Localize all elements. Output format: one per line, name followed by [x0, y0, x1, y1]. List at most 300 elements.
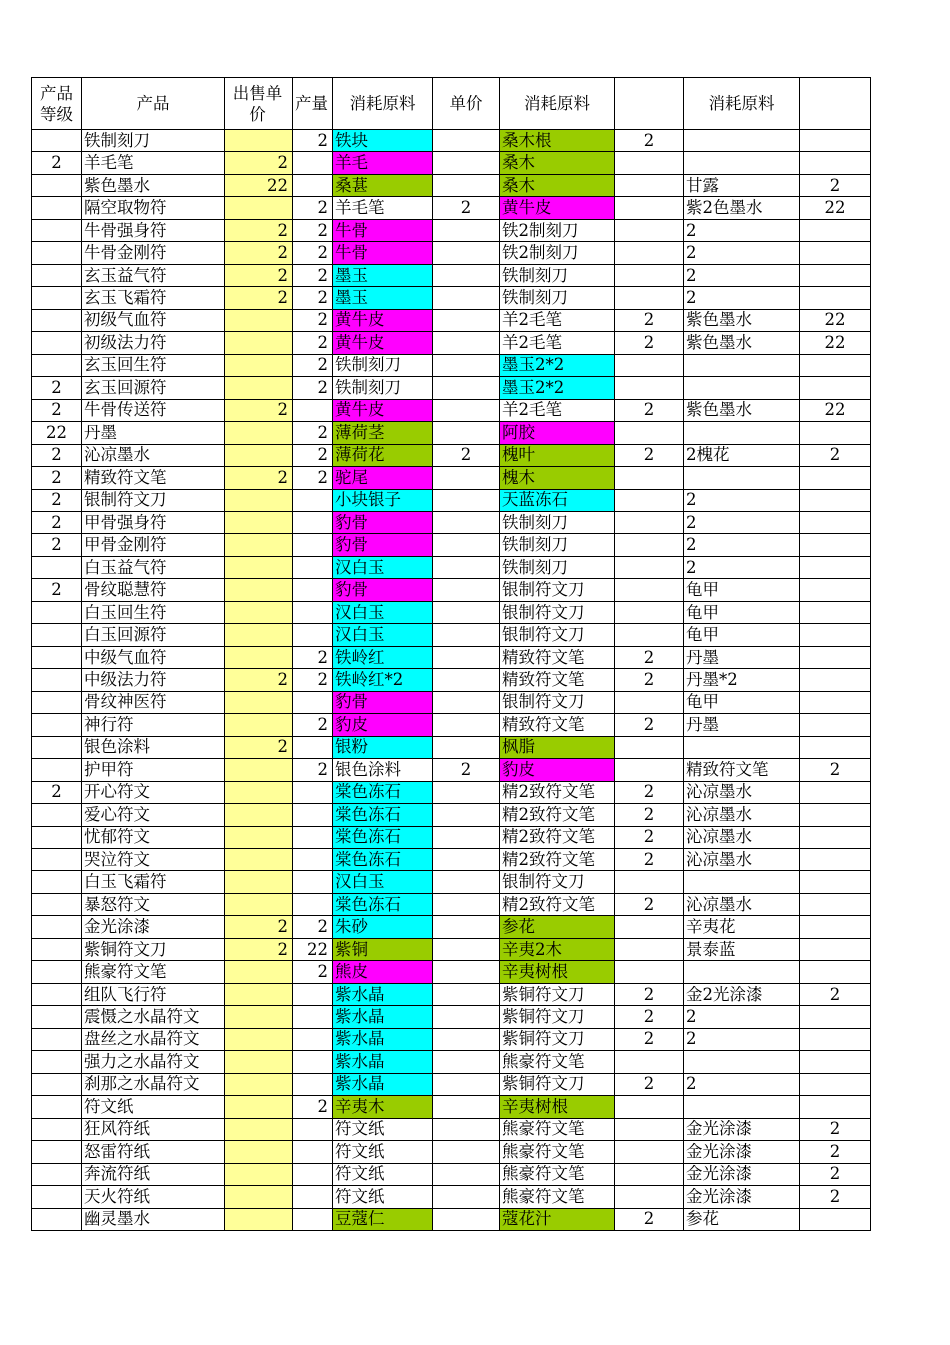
cell-material-3: 沁凉墨水 [684, 893, 800, 915]
cell-material-3 [684, 1096, 800, 1118]
cell-qty-2 [615, 489, 684, 511]
cell-grade [32, 714, 82, 736]
cell-material-2: 羊2毛笔 [500, 309, 615, 331]
cell-material-2: 辛夷2木 [500, 938, 615, 960]
cell-material-2: 辛夷树根 [500, 961, 615, 983]
cell-grade [32, 871, 82, 893]
cell-product: 幽灵墨水 [82, 1208, 225, 1230]
cell-qty-3 [800, 579, 871, 601]
cell-output [293, 1141, 333, 1163]
cell-output [293, 983, 333, 1005]
cell-price [225, 601, 293, 623]
cell-grade [32, 264, 82, 286]
cell-material-2: 桑木根 [500, 130, 615, 152]
cell-material-1: 棠色冻石 [333, 849, 433, 871]
cell-qty-3 [800, 601, 871, 623]
cell-product: 怒雷符纸 [82, 1141, 225, 1163]
cell-output: 2 [293, 422, 333, 444]
cell-output: 22 [293, 938, 333, 960]
cell-material-3: 2 [684, 489, 800, 511]
cell-material-3: 2 [684, 219, 800, 241]
cell-material-1: 桑葚 [333, 174, 433, 196]
cell-price: 22 [225, 174, 293, 196]
cell-price [225, 804, 293, 826]
cell-qty-3: 22 [800, 309, 871, 331]
cell-qty-3 [800, 489, 871, 511]
table-row [32, 804, 871, 826]
cell-qty-2: 2 [615, 849, 684, 871]
cell-material-2: 紫铜符文刀 [500, 1073, 615, 1095]
cell-output [293, 1051, 333, 1073]
cell-grade [32, 624, 82, 646]
cell-grade [32, 691, 82, 713]
cell-material-1: 银色涂料 [333, 759, 433, 781]
cell-material-3 [684, 1051, 800, 1073]
cell-product: 护甲符 [82, 759, 225, 781]
cell-material-1: 薄荷茎 [333, 422, 433, 444]
cell-product: 神行符 [82, 714, 225, 736]
cell-qty-2 [615, 1186, 684, 1208]
cell-unit-price [433, 871, 500, 893]
table-row [32, 1028, 871, 1050]
cell-output [293, 871, 333, 893]
cell-unit-price [433, 1096, 500, 1118]
cell-unit-price: 2 [433, 759, 500, 781]
cell-qty-3 [800, 646, 871, 668]
cell-material-1: 紫水晶 [333, 1028, 433, 1050]
table-row [32, 938, 871, 960]
cell-price: 2 [225, 152, 293, 174]
cell-material-3: 沁凉墨水 [684, 781, 800, 803]
cell-grade [32, 130, 82, 152]
cell-qty-2: 2 [615, 714, 684, 736]
cell-material-2: 铁制刻刀 [500, 556, 615, 578]
cell-price [225, 422, 293, 444]
cell-qty-3: 22 [800, 399, 871, 421]
cell-qty-2: 2 [615, 646, 684, 668]
cell-price [225, 961, 293, 983]
cell-product: 骨纹神医符 [82, 691, 225, 713]
table-row [32, 422, 871, 444]
cell-material-3: 龟甲 [684, 601, 800, 623]
cell-product: 金光涂漆 [82, 916, 225, 938]
cell-grade [32, 804, 82, 826]
cell-product: 牛骨传送符 [82, 399, 225, 421]
cell-price: 2 [225, 736, 293, 758]
cell-qty-2 [615, 1118, 684, 1140]
cell-unit-price [433, 309, 500, 331]
cell-qty-2 [615, 601, 684, 623]
cell-price [225, 444, 293, 466]
table-row [32, 354, 871, 376]
cell-output: 2 [293, 197, 333, 219]
cell-product: 铁制刻刀 [82, 130, 225, 152]
cell-output [293, 534, 333, 556]
cell-material-1: 黄牛皮 [333, 309, 433, 331]
cell-material-1: 豆蔻仁 [333, 1208, 433, 1230]
cell-material-1: 银粉 [333, 736, 433, 758]
cell-material-1: 紫水晶 [333, 983, 433, 1005]
cell-material-1: 汉白玉 [333, 556, 433, 578]
cell-output [293, 174, 333, 196]
cell-unit-price [433, 916, 500, 938]
cell-output [293, 624, 333, 646]
cell-grade: 2 [32, 152, 82, 174]
table-row [32, 174, 871, 196]
cell-material-2: 天蓝冻石 [500, 489, 615, 511]
table-row [32, 467, 871, 489]
cell-unit-price [433, 804, 500, 826]
cell-output: 2 [293, 916, 333, 938]
cell-qty-3 [800, 1208, 871, 1230]
cell-material-1: 牛骨 [333, 219, 433, 241]
cell-qty-3 [800, 624, 871, 646]
cell-material-2: 羊2毛笔 [500, 399, 615, 421]
cell-qty-2 [615, 961, 684, 983]
cell-qty-3 [800, 804, 871, 826]
cell-material-1: 驼尾 [333, 467, 433, 489]
cell-price: 2 [225, 242, 293, 264]
table-row [32, 242, 871, 264]
header-cell-price: 出售单价 [225, 78, 293, 130]
cell-material-2: 银制符文刀 [500, 579, 615, 601]
cell-output [293, 826, 333, 848]
cell-qty-2 [615, 511, 684, 533]
cell-price [225, 893, 293, 915]
cell-qty-3: 2 [800, 444, 871, 466]
cell-output [293, 1118, 333, 1140]
cell-output [293, 1163, 333, 1185]
table-row [32, 287, 871, 309]
cell-material-2: 铁制刻刀 [500, 534, 615, 556]
table-row [32, 1006, 871, 1028]
cell-product: 玄玉回源符 [82, 377, 225, 399]
cell-grade: 2 [32, 579, 82, 601]
cell-qty-2: 2 [615, 826, 684, 848]
cell-grade [32, 601, 82, 623]
cell-unit-price [433, 961, 500, 983]
cell-output [293, 736, 333, 758]
cell-material-3: 2槐花 [684, 444, 800, 466]
cell-material-1: 铁制刻刀 [333, 377, 433, 399]
cell-unit-price [433, 556, 500, 578]
cell-output: 2 [293, 714, 333, 736]
cell-output [293, 1073, 333, 1095]
cell-output [293, 1186, 333, 1208]
cell-qty-2 [615, 871, 684, 893]
cell-material-3: 2 [684, 1006, 800, 1028]
cell-product: 隔空取物符 [82, 197, 225, 219]
cell-product: 中级法力符 [82, 669, 225, 691]
table-row [32, 691, 871, 713]
cell-qty-3 [800, 1006, 871, 1028]
cell-material-2: 精致符文笔 [500, 714, 615, 736]
crafting-spreadsheet [31, 77, 871, 1231]
cell-material-1: 棠色冻石 [333, 804, 433, 826]
cell-grade [32, 354, 82, 376]
cell-output [293, 399, 333, 421]
cell-material-1: 羊毛 [333, 152, 433, 174]
cell-price [225, 826, 293, 848]
cell-qty-2 [615, 197, 684, 219]
cell-unit-price [433, 1006, 500, 1028]
cell-material-2: 银制符文刀 [500, 691, 615, 713]
cell-material-3: 紫2色墨水 [684, 197, 800, 219]
cell-material-2: 紫铜符文刀 [500, 1028, 615, 1050]
cell-material-1: 符文纸 [333, 1141, 433, 1163]
cell-grade [32, 826, 82, 848]
cell-grade [32, 736, 82, 758]
cell-product: 甲骨强身符 [82, 511, 225, 533]
cell-price [225, 646, 293, 668]
cell-unit-price [433, 399, 500, 421]
cell-grade [32, 916, 82, 938]
cell-material-3: 丹墨*2 [684, 669, 800, 691]
cell-output [293, 489, 333, 511]
cell-qty-3 [800, 714, 871, 736]
cell-material-3: 龟甲 [684, 691, 800, 713]
cell-qty-2: 2 [615, 399, 684, 421]
cell-product: 紫色墨水 [82, 174, 225, 196]
cell-qty-2 [615, 1051, 684, 1073]
cell-grade [32, 1096, 82, 1118]
cell-price [225, 1141, 293, 1163]
cell-qty-2 [615, 579, 684, 601]
cell-unit-price [433, 332, 500, 354]
table-row [32, 669, 871, 691]
header-cell-output: 产量 [293, 78, 333, 130]
cell-output [293, 1028, 333, 1050]
cell-qty-3 [800, 938, 871, 960]
cell-qty-3: 2 [800, 1163, 871, 1185]
cell-material-1: 熊皮 [333, 961, 433, 983]
cell-grade [32, 849, 82, 871]
cell-price [225, 691, 293, 713]
header-cell-blank-2 [800, 78, 871, 130]
header-cell-material-3: 消耗原料 [684, 78, 800, 130]
table-row [32, 1141, 871, 1163]
cell-price [225, 1006, 293, 1028]
cell-qty-3: 2 [800, 1118, 871, 1140]
cell-grade [32, 1141, 82, 1163]
cell-qty-2 [615, 1096, 684, 1118]
cell-grade: 2 [32, 377, 82, 399]
cell-price [225, 511, 293, 533]
cell-product: 白玉回源符 [82, 624, 225, 646]
cell-material-3: 2 [684, 1073, 800, 1095]
cell-output: 2 [293, 1096, 333, 1118]
cell-qty-2 [615, 556, 684, 578]
header-cell-unit-price: 单价 [433, 78, 500, 130]
cell-material-2: 熊豪符文笔 [500, 1186, 615, 1208]
cell-output: 2 [293, 242, 333, 264]
cell-qty-2 [615, 287, 684, 309]
cell-grade [32, 1051, 82, 1073]
table-row [32, 377, 871, 399]
cell-material-1: 棠色冻石 [333, 781, 433, 803]
cell-product: 牛骨强身符 [82, 219, 225, 241]
cell-material-1: 紫铜 [333, 938, 433, 960]
cell-unit-price [433, 354, 500, 376]
cell-unit-price [433, 669, 500, 691]
cell-price [225, 871, 293, 893]
cell-output: 2 [293, 669, 333, 691]
cell-material-3: 2 [684, 1028, 800, 1050]
cell-product: 银色涂料 [82, 736, 225, 758]
cell-output [293, 579, 333, 601]
cell-output: 2 [293, 467, 333, 489]
cell-price [225, 489, 293, 511]
table-row [32, 646, 871, 668]
cell-material-3: 丹墨 [684, 646, 800, 668]
cell-price: 2 [225, 399, 293, 421]
cell-material-1: 汉白玉 [333, 624, 433, 646]
cell-product: 白玉飞霜符 [82, 871, 225, 893]
cell-unit-price [433, 601, 500, 623]
cell-material-1: 符文纸 [333, 1186, 433, 1208]
cell-qty-3 [800, 849, 871, 871]
cell-qty-3 [800, 556, 871, 578]
cell-material-3: 2 [684, 534, 800, 556]
cell-price [225, 579, 293, 601]
cell-unit-price [433, 1051, 500, 1073]
cell-price [225, 354, 293, 376]
cell-price [225, 1118, 293, 1140]
cell-unit-price [433, 781, 500, 803]
cell-material-2: 桑木 [500, 152, 615, 174]
table-row [32, 1096, 871, 1118]
cell-grade [32, 1006, 82, 1028]
cell-material-2: 紫铜符文刀 [500, 983, 615, 1005]
cell-material-3: 紫色墨水 [684, 332, 800, 354]
cell-grade [32, 938, 82, 960]
table-row [32, 219, 871, 241]
cell-qty-3 [800, 893, 871, 915]
cell-unit-price [433, 1208, 500, 1230]
cell-unit-price [433, 1163, 500, 1185]
cell-material-1: 紫水晶 [333, 1073, 433, 1095]
cell-grade [32, 1028, 82, 1050]
cell-price [225, 1051, 293, 1073]
cell-grade [32, 669, 82, 691]
cell-qty-3: 2 [800, 1186, 871, 1208]
cell-qty-2: 2 [615, 893, 684, 915]
cell-price [225, 556, 293, 578]
cell-material-2: 辛夷树根 [500, 1096, 615, 1118]
cell-material-2: 墨玉2*2 [500, 377, 615, 399]
cell-material-1: 黄牛皮 [333, 399, 433, 421]
cell-material-1: 黄牛皮 [333, 332, 433, 354]
cell-material-2: 精2致符文笔 [500, 804, 615, 826]
cell-unit-price [433, 691, 500, 713]
cell-output [293, 1208, 333, 1230]
cell-unit-price [433, 579, 500, 601]
cell-price [225, 534, 293, 556]
cell-price [225, 849, 293, 871]
cell-price: 2 [225, 938, 293, 960]
cell-material-3 [684, 871, 800, 893]
cell-output: 2 [293, 444, 333, 466]
cell-material-3: 金光涂漆 [684, 1163, 800, 1185]
cell-product: 紫铜符文刀 [82, 938, 225, 960]
cell-grade [32, 1073, 82, 1095]
cell-unit-price [433, 1073, 500, 1095]
cell-product: 忧郁符文 [82, 826, 225, 848]
cell-qty-3 [800, 1073, 871, 1095]
cell-product: 初级法力符 [82, 332, 225, 354]
cell-material-1: 墨玉 [333, 287, 433, 309]
table-row [32, 130, 871, 152]
cell-product: 熊豪符文笔 [82, 961, 225, 983]
cell-output: 2 [293, 287, 333, 309]
cell-unit-price [433, 938, 500, 960]
cell-material-2: 精致符文笔 [500, 646, 615, 668]
cell-qty-3 [800, 871, 871, 893]
cell-qty-2 [615, 916, 684, 938]
cell-material-1: 紫水晶 [333, 1006, 433, 1028]
cell-material-1: 豹骨 [333, 579, 433, 601]
cell-material-3: 龟甲 [684, 624, 800, 646]
cell-price [225, 983, 293, 1005]
cell-price [225, 624, 293, 646]
cell-unit-price [433, 714, 500, 736]
cell-material-3: 金光涂漆 [684, 1141, 800, 1163]
cell-material-2: 精2致符文笔 [500, 781, 615, 803]
cell-material-2: 参花 [500, 916, 615, 938]
table-row [32, 916, 871, 938]
cell-price: 2 [225, 287, 293, 309]
cell-material-3: 龟甲 [684, 579, 800, 601]
cell-output: 2 [293, 130, 333, 152]
cell-material-2: 铁制刻刀 [500, 511, 615, 533]
cell-material-3: 参花 [684, 1208, 800, 1230]
header-cell-material-1: 消耗原料 [333, 78, 433, 130]
cell-qty-2: 2 [615, 309, 684, 331]
cell-product: 白玉益气符 [82, 556, 225, 578]
cell-product: 刹那之水晶符文 [82, 1073, 225, 1095]
cell-product: 玄玉飞霜符 [82, 287, 225, 309]
cell-grade [32, 759, 82, 781]
cell-material-3: 2 [684, 511, 800, 533]
cell-unit-price [433, 1028, 500, 1050]
cell-material-3 [684, 961, 800, 983]
cell-unit-price [433, 736, 500, 758]
cell-material-3: 丹墨 [684, 714, 800, 736]
table-row [32, 871, 871, 893]
cell-product: 奔流符纸 [82, 1163, 225, 1185]
cell-material-2: 熊豪符文笔 [500, 1141, 615, 1163]
cell-product: 震慑之水晶符文 [82, 1006, 225, 1028]
cell-product: 符文纸 [82, 1096, 225, 1118]
cell-qty-3 [800, 916, 871, 938]
cell-unit-price [433, 849, 500, 871]
cell-price: 2 [225, 264, 293, 286]
cell-grade: 2 [32, 534, 82, 556]
cell-output [293, 893, 333, 915]
cell-material-1: 棠色冻石 [333, 893, 433, 915]
cell-material-1: 牛骨 [333, 242, 433, 264]
cell-material-1: 符文纸 [333, 1163, 433, 1185]
cell-material-3 [684, 467, 800, 489]
cell-material-3 [684, 130, 800, 152]
cell-qty-2: 2 [615, 1028, 684, 1050]
cell-unit-price [433, 152, 500, 174]
cell-qty-3 [800, 1051, 871, 1073]
table-row [32, 1118, 871, 1140]
cell-product: 哭泣符文 [82, 849, 225, 871]
cell-material-3: 沁凉墨水 [684, 826, 800, 848]
cell-price [225, 1208, 293, 1230]
